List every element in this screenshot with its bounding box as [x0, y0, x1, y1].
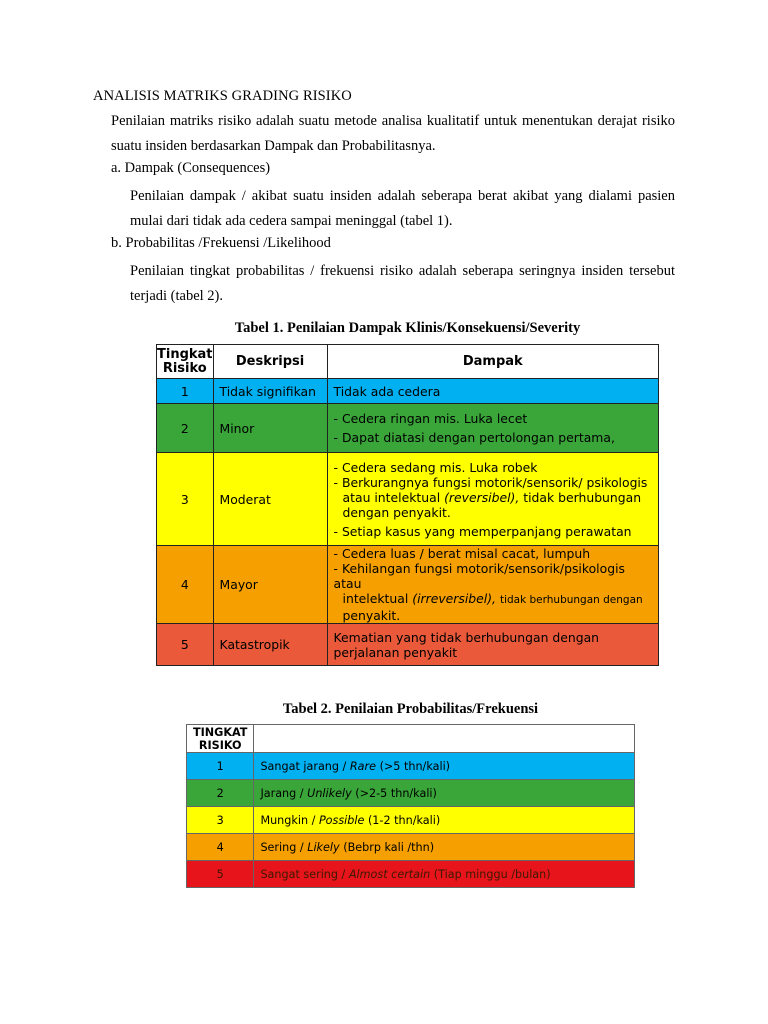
- table1-caption: Tabel 1. Penilaian Dampak Klinis/Konsekuensi/Severity: [234, 320, 581, 336]
- impact-text: intelektual: [342, 591, 409, 606]
- risk-level: 2: [187, 780, 254, 807]
- risk-description: Mayor: [213, 546, 327, 624]
- description-header: Deskripsi: [213, 345, 327, 379]
- table-row: [157, 379, 659, 404]
- risk-impact: [327, 624, 658, 666]
- table-row: [157, 404, 659, 453]
- table2-caption: Tabel 2. Penilaian Probabilitas/Frekuensi: [282, 701, 539, 717]
- prob-frequency: (Bebrp kali /thn): [339, 840, 435, 854]
- impact-text: tidak berhubungan dengan: [499, 594, 643, 606]
- level-header: [187, 725, 254, 753]
- prob-text: Mungkin /: [260, 813, 319, 827]
- impact-line: - Cedera ringan mis. Luka lecet: [333, 411, 528, 426]
- table-row: [157, 453, 659, 546]
- intro-paragraph: Penilaian matriks risiko adalah suatu metode analisa kualitatif untuk menentukan derajat risiko suatu insiden berdasarkan Dampak dan Probabilitasnya.: [111, 113, 675, 154]
- level-header-line1: Tingkat: [157, 346, 213, 362]
- prob-term: Unlikely: [307, 786, 352, 800]
- risk-level: 5: [187, 861, 254, 888]
- table-row: [187, 753, 635, 780]
- table-header-row: [157, 345, 659, 379]
- risk-level: 3: [187, 807, 254, 834]
- risk-impact: [327, 379, 658, 404]
- risk-description: Moderat: [213, 453, 327, 546]
- impact-line: - Dapat diatasi dengan pertolongan pertama,: [333, 430, 615, 445]
- table-row: [157, 624, 659, 666]
- prob-term: Possible: [318, 813, 365, 827]
- prob-frequency: (>5 thn/kali): [376, 759, 451, 773]
- impact-line: - Kehilangan fungsi motorik/sensorik/psikologis atau: [333, 561, 625, 591]
- prob-frequency: (>2-5 thn/kali): [351, 786, 437, 800]
- probability-description: [254, 753, 635, 780]
- prob-text: Sangat sering /: [260, 867, 349, 881]
- prob-text: Jarang /: [260, 786, 308, 800]
- impact-line: [334, 591, 652, 608]
- probability-table: [186, 724, 635, 888]
- level-header: [157, 345, 214, 379]
- risk-description: Katastropik: [213, 624, 327, 666]
- impact-line: - Cedera luas / berat misal cacat, lumpuh: [333, 546, 591, 561]
- risk-impact: [327, 404, 658, 453]
- risk-impact: [327, 453, 658, 546]
- prob-term: Likely: [307, 840, 340, 854]
- prob-frequency: (1-2 thn/kali): [364, 813, 441, 827]
- document-title: ANALISIS MATRIKS GRADING RISIKO: [93, 88, 352, 104]
- item-b-heading: b. Probabilitas /Frekuensi /Likelihood: [111, 235, 331, 251]
- risk-level: 1: [157, 379, 214, 404]
- impact-text: atau intelektual: [342, 489, 441, 505]
- item-a-paragraph: Penilaian dampak / akibat suatu insiden adalah seberapa berat akibat yang dialami pasien mulai dari tidak ada cedera sampai meninggal (tabel 1).: [130, 188, 675, 229]
- probability-description: [254, 861, 635, 888]
- risk-level: 2: [157, 404, 214, 453]
- table-row: [157, 546, 659, 624]
- impact-line: [334, 490, 652, 505]
- impact-line: - Cedera sedang mis. Luka robek: [333, 459, 538, 475]
- impact-text: tidak berhubungan: [523, 489, 642, 505]
- table-row: [187, 834, 635, 861]
- probability-description: [254, 780, 635, 807]
- level-header-line1: TINGKAT: [193, 725, 248, 739]
- impact-table: [156, 344, 659, 666]
- impact-header: Dampak: [327, 345, 658, 379]
- prob-text: Sering /: [260, 840, 308, 854]
- risk-level: 1: [187, 753, 254, 780]
- risk-description: Tidak signifikan: [213, 379, 327, 404]
- table-row: [187, 807, 635, 834]
- table-header-row: [187, 725, 635, 753]
- impact-line: penyakit.: [342, 608, 401, 623]
- table-row: [187, 780, 635, 807]
- probability-description: [254, 807, 635, 834]
- risk-level: 3: [157, 453, 214, 546]
- probability-description: [254, 834, 635, 861]
- level-header-line2: Risiko: [162, 360, 207, 376]
- level-header-line2: RISIKO: [198, 738, 242, 752]
- item-b-paragraph: Penilaian tingkat probabilitas / frekuensi risiko adalah seberapa seringnya insiden tersebut terjadi (tabel 2).: [130, 263, 675, 304]
- prob-term: Almost certain: [348, 867, 431, 881]
- item-a-heading: a. Dampak (Consequences): [111, 160, 271, 176]
- impact-line: Kematian yang tidak berhubungan dengan: [333, 629, 600, 645]
- impact-line: - Setiap kasus yang memperpanjang perawatan: [333, 523, 632, 539]
- table-row: [187, 861, 635, 888]
- risk-level: 4: [157, 546, 214, 624]
- risk-level: 4: [187, 834, 254, 861]
- prob-frequency: (Tiap minggu /bulan): [430, 867, 551, 881]
- impact-line: - Berkurangnya fungsi motorik/sensorik/ psikologis: [333, 474, 648, 490]
- risk-level: 5: [157, 624, 214, 666]
- risk-description: Minor: [213, 404, 327, 453]
- impact-emphasis: (irreversibel),: [412, 591, 496, 606]
- prob-text: Sangat jarang /: [260, 759, 350, 773]
- impact-emphasis: (reversibel),: [444, 489, 520, 505]
- impact-line: Tidak ada cedera: [333, 383, 441, 399]
- risk-impact: [327, 546, 658, 624]
- prob-term: Rare: [349, 759, 377, 773]
- description-header: [254, 725, 635, 753]
- impact-line: dengan penyakit.: [342, 504, 451, 520]
- impact-line: perjalanan penyakit: [333, 644, 458, 660]
